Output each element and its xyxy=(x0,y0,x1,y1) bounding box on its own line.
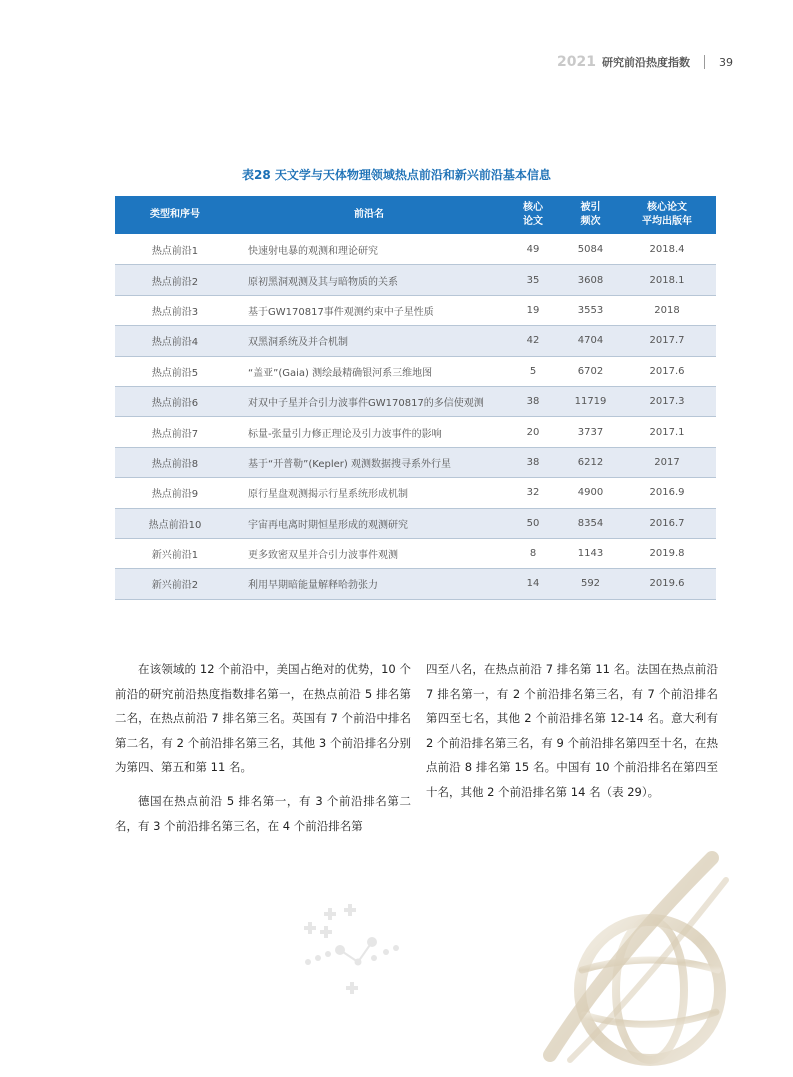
table-row xyxy=(115,326,716,356)
front-type-cell: 热点前沿3 xyxy=(115,295,235,325)
front-name-cell: 快速射电暴的观测和理论研究 xyxy=(235,235,503,265)
table-row xyxy=(115,569,716,599)
paragraph: 四至八名，在热点前沿 7 排名第 11 名。法国在热点前沿 7 排名第一，有 2 个前沿排名第三名，有 7 个前沿排名第四至七名，其他 2 个前沿排名第 12-14 名。意大利有 2 个前沿排名第三名，有 9 个前沿排名第四至十名，在热点前沿 8 排名第 15 名。中国有 10 个前沿排名在第四至十名，其他 2 个前沿排名第 14 名（表 29）。 xyxy=(426,662,718,799)
core-papers-cell: 20 xyxy=(503,417,563,447)
mean-year-cell: 2019.8 xyxy=(618,538,716,568)
front-type-cell: 热点前沿6 xyxy=(115,386,235,416)
report-title: 研究前沿热度指数 xyxy=(602,56,690,69)
column-header: 前沿名 xyxy=(235,196,503,235)
mean-year-cell: 2017 xyxy=(618,447,716,477)
report-year: 2021 xyxy=(557,54,596,70)
front-type-cell: 热点前沿4 xyxy=(115,326,235,356)
table-header-row xyxy=(115,196,716,235)
front-type-cell: 热点前沿7 xyxy=(115,417,235,447)
mean-year-cell: 2019.6 xyxy=(618,569,716,599)
core-papers-cell: 49 xyxy=(503,235,563,265)
plus-dots-decoration xyxy=(300,900,420,1010)
table-row xyxy=(115,417,716,447)
front-name-cell: 基于GW170817事件观测约束中子星性质 xyxy=(235,295,503,325)
citations-cell: 592 xyxy=(563,569,618,599)
table-row xyxy=(115,235,716,265)
table-row xyxy=(115,538,716,568)
citations-cell: 3737 xyxy=(563,417,618,447)
citations-cell: 1143 xyxy=(563,538,618,568)
table-body xyxy=(115,235,716,600)
citations-cell: 6702 xyxy=(563,356,618,386)
front-name-cell: 标量-张量引力修正理论及引力波事件的影响 xyxy=(235,417,503,447)
header-divider xyxy=(704,55,705,69)
core-papers-cell: 50 xyxy=(503,508,563,538)
front-type-cell: 热点前沿9 xyxy=(115,478,235,508)
citations-cell: 4900 xyxy=(563,478,618,508)
front-name-cell: 对双中子星并合引力波事件GW170817的多信使观测 xyxy=(235,386,503,416)
citations-cell: 3608 xyxy=(563,265,618,295)
core-papers-cell: 14 xyxy=(503,569,563,599)
table-row xyxy=(115,295,716,325)
front-type-cell: 热点前沿2 xyxy=(115,265,235,295)
mean-year-cell: 2017.6 xyxy=(618,356,716,386)
table-row xyxy=(115,386,716,416)
table-row xyxy=(115,478,716,508)
front-type-cell: 新兴前沿1 xyxy=(115,538,235,568)
citations-cell: 8354 xyxy=(563,508,618,538)
table-row xyxy=(115,356,716,386)
citations-cell: 11719 xyxy=(563,386,618,416)
front-type-cell: 热点前沿8 xyxy=(115,447,235,477)
table-row xyxy=(115,265,716,295)
core-papers-cell: 42 xyxy=(503,326,563,356)
column-header: 类型和序号 xyxy=(115,196,235,235)
mean-year-cell: 2016.9 xyxy=(618,478,716,508)
front-type-cell: 热点前沿10 xyxy=(115,508,235,538)
paragraph: 在该领域的 12 个前沿中，美国占绝对的优势，10 个前沿的研究前沿热度指数排名第一，在热点前沿 5 排名第二名，在热点前沿 7 排名第三名。英国有 7 个前沿中排名第二名，有 2 个前沿排名第三名，其他 3 个前沿排名分别为第四、第五和第 11 名。 xyxy=(115,662,411,775)
paragraph: 德国在热点前沿 5 排名第一，有 3 个前沿排名第二名，有 3 个前沿排名第三名，在 4 个前沿排名第 xyxy=(115,793,411,833)
front-name-cell: 原行星盘观测揭示行星系统形成机制 xyxy=(235,478,503,508)
front-name-cell: 原初黑洞观测及其与暗物质的关系 xyxy=(235,265,503,295)
text-column-right xyxy=(426,657,718,814)
mean-year-cell: 2018.1 xyxy=(618,265,716,295)
front-name-cell: 双黑洞系统及并合机制 xyxy=(235,326,503,356)
column-header: 被引 频次 xyxy=(563,196,618,235)
table-caption: 表28 天文学与天体物理领域热点前沿和新兴前沿基本信息 xyxy=(242,168,551,182)
core-papers-cell: 5 xyxy=(503,356,563,386)
table-row xyxy=(115,447,716,477)
citations-cell: 5084 xyxy=(563,235,618,265)
column-header: 核心论文 平均出版年 xyxy=(618,196,716,235)
front-name-cell: 宇宙再电离时期恒星形成的观测研究 xyxy=(235,508,503,538)
front-type-cell: 热点前沿5 xyxy=(115,356,235,386)
mean-year-cell: 2018 xyxy=(618,295,716,325)
citations-cell: 4704 xyxy=(563,326,618,356)
text-column-left xyxy=(115,657,411,847)
mean-year-cell: 2018.4 xyxy=(618,235,716,265)
globe-decoration xyxy=(530,840,730,1077)
page-header xyxy=(557,52,733,72)
mean-year-cell: 2017.3 xyxy=(618,386,716,416)
core-papers-cell: 19 xyxy=(503,295,563,325)
front-type-cell: 新兴前沿2 xyxy=(115,569,235,599)
table-row xyxy=(115,508,716,538)
column-header: 核心 论文 xyxy=(503,196,563,235)
front-type-cell: 热点前沿1 xyxy=(115,235,235,265)
core-papers-cell: 8 xyxy=(503,538,563,568)
core-papers-cell: 32 xyxy=(503,478,563,508)
mean-year-cell: 2017.1 xyxy=(618,417,716,447)
front-name-cell: “盖亚”(Gaia) 测绘最精确银河系三维地图 xyxy=(235,356,503,386)
front-name-cell: 基于“开普勒”(Kepler) 观测数据搜寻系外行星 xyxy=(235,447,503,477)
core-papers-cell: 38 xyxy=(503,386,563,416)
page-number: 39 xyxy=(719,55,733,69)
mean-year-cell: 2016.7 xyxy=(618,508,716,538)
mean-year-cell: 2017.7 xyxy=(618,326,716,356)
citations-cell: 3553 xyxy=(563,295,618,325)
core-papers-cell: 38 xyxy=(503,447,563,477)
front-name-cell: 更多致密双星并合引力波事件观测 xyxy=(235,538,503,568)
citations-cell: 6212 xyxy=(563,447,618,477)
core-papers-cell: 35 xyxy=(503,265,563,295)
fronts-table xyxy=(115,196,716,600)
front-name-cell: 利用早期暗能量解释哈勃张力 xyxy=(235,569,503,599)
